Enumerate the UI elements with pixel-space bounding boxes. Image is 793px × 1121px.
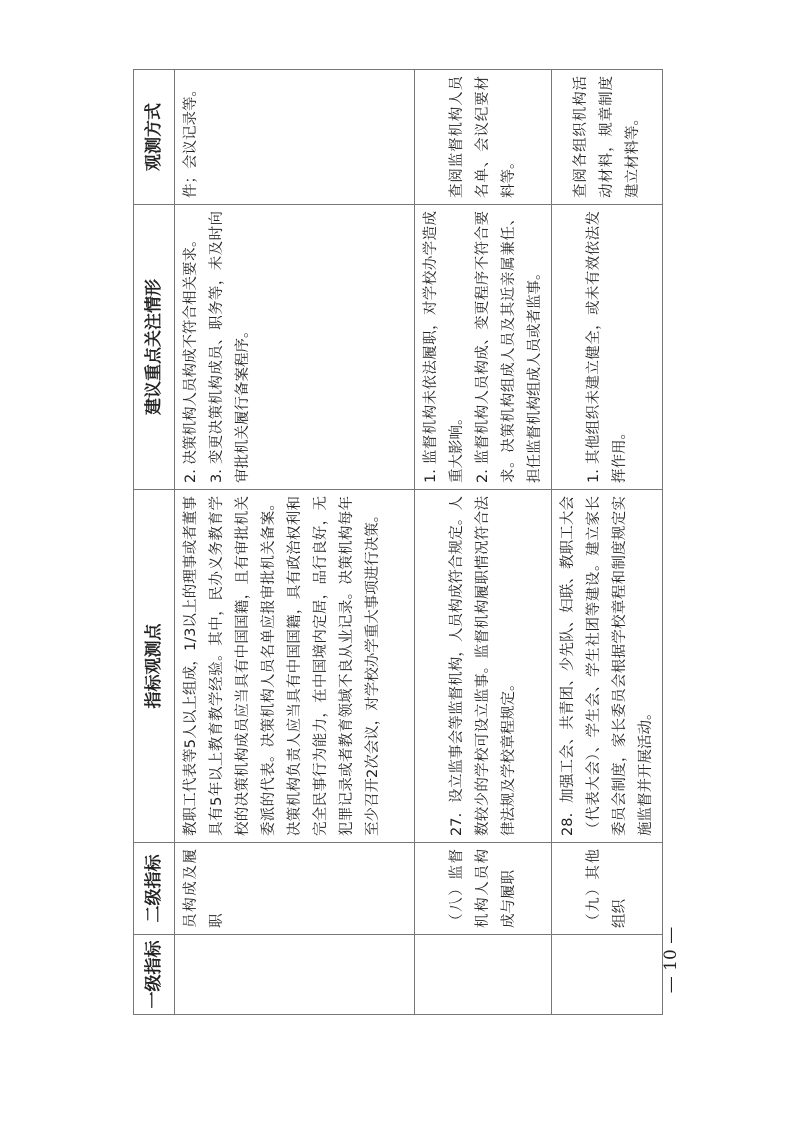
level1-cell	[175, 935, 415, 1015]
concern-item: 1. 监督机构未依法履职，对学校办学造成重大影响。	[423, 211, 465, 483]
level1-cell	[552, 935, 663, 1015]
method-cell: 查阅监督机构人员名单、会议纪要材料等。	[415, 70, 552, 205]
header-level1: 一级指标	[134, 935, 175, 1015]
indicator-cell: 教职工代表等5人以上组成，1/3以上的理事或者董事具有5年以上教育教学经验。其中，民办义务教育学校的决策机构成员应当具有中国国籍，且有审批机关委派的代表。决策机构人员名单应报审批机关备案。决策机构负责人应当具有中国国籍，具有政治权利和完全民事行为能力，在中国境内定居，品行良好，无犯罪记录或者教育领域不良从业记录。决策机构每年至少召开2次会议，对学校办学重大事项进行决策。	[175, 490, 415, 843]
level1-cell	[415, 935, 552, 1015]
rotated-page	[133, 70, 681, 1015]
header-indicator: 指标观测点	[134, 490, 175, 843]
table-row	[552, 70, 663, 1015]
concern-item: 3. 变更决策机构成员、职务等，未及时向审批机关履行备案程序。	[209, 211, 251, 483]
table-row	[415, 70, 552, 1015]
header-method: 观测方式	[134, 70, 175, 205]
indicator-cell: 28．加强工会、共青团、少先队、妇联、教职工大会（代表大会）、学生会、学生社团等建设。建立家长委员会制度，家长委员会根据学校章程和制度规定实施监督并开展活动。	[552, 490, 663, 843]
level2-cell: （九）其他组织	[552, 843, 663, 935]
concerns-cell	[552, 205, 663, 490]
page-number: — 10 —	[661, 926, 681, 994]
concern-item: 2. 监督机构人员构成、变更程序不符合要求。决策机构组成人员及其近亲属兼任、担任监督机构组成人员或者监事。	[475, 211, 543, 483]
concern-item: 1. 其他组织未建立健全，或未有效依法发挥作用。	[586, 211, 628, 483]
indicator-table	[133, 69, 663, 1015]
concern-item: 2. 决策机构人员构成不符合相关要求。	[183, 232, 199, 483]
table-header-row	[134, 70, 175, 1015]
level2-cell: 员构成及履职	[175, 843, 415, 935]
method-cell: 件；会议记录等。	[175, 70, 415, 205]
method-cell: 查阅各组织机构活动材料，规章制度建立材料等。	[552, 70, 663, 205]
header-level2: 二级指标	[134, 843, 175, 935]
concerns-cell	[415, 205, 552, 490]
header-concerns: 建议重点关注情形	[134, 205, 175, 490]
level2-cell: （八）监督机构人员构成与履职	[415, 843, 552, 935]
concerns-cell	[175, 205, 415, 490]
indicator-cell: 27．设立监事会等监督机构，人员构成符合规定。人数较少的学校可设立监事。监督机构履职情况符合法律法规及学校章程规定。	[415, 490, 552, 843]
table-row	[175, 70, 415, 1015]
